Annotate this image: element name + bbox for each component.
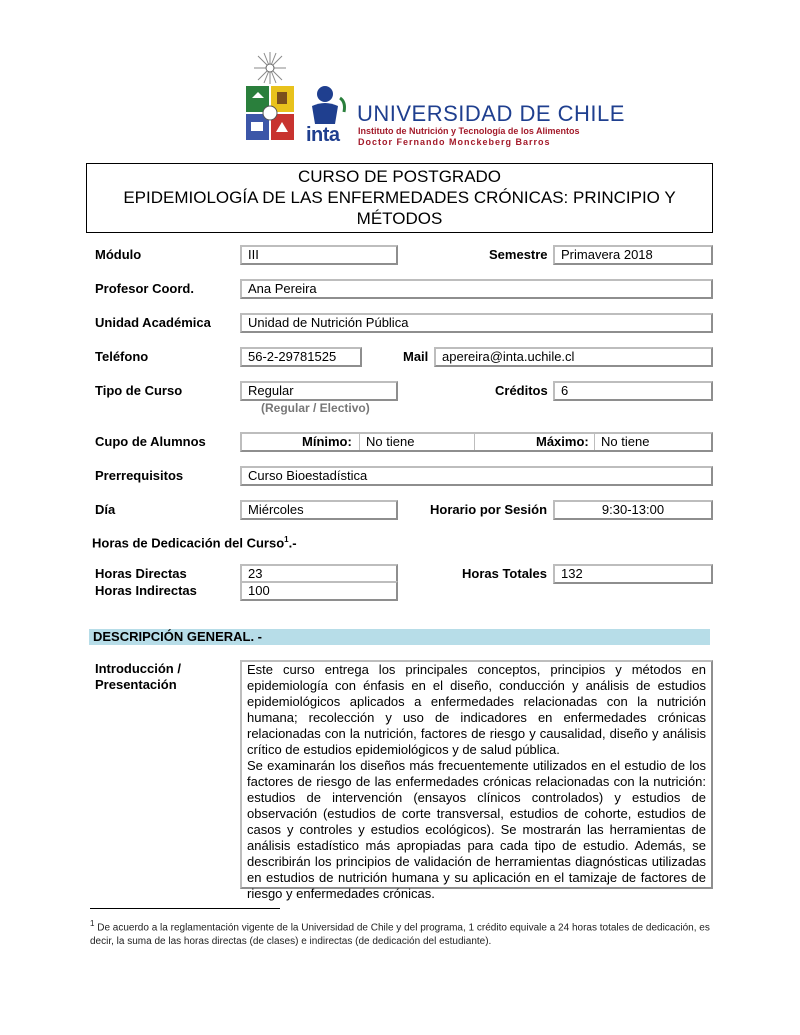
profesor-label: Profesor Coord. xyxy=(95,281,194,296)
footnote xyxy=(90,917,720,949)
course-title-box xyxy=(86,163,713,233)
tipo-curso-hint: (Regular / Electivo) xyxy=(261,401,370,415)
minimo-label: Mínimo: xyxy=(302,434,352,449)
cupo-label: Cupo de Alumnos xyxy=(95,434,206,449)
prerrequisitos-field[interactable]: Curso Bioestadística xyxy=(240,466,713,486)
dia-label: Día xyxy=(95,502,116,517)
dedicacion-suffix: .- xyxy=(288,535,297,551)
footnote-separator xyxy=(90,908,280,909)
cupo-field-group xyxy=(240,432,713,452)
horas-totales-field[interactable]: 132 xyxy=(553,564,713,584)
descripcion-general-heading: DESCRIPCIÓN GENERAL. - xyxy=(89,629,710,645)
creditos-label: Créditos xyxy=(495,383,548,398)
profesor-field[interactable]: Ana Pereira xyxy=(240,279,713,299)
horario-label: Horario por Sesión xyxy=(430,502,548,517)
introduccion-label-line2: Presentación xyxy=(95,677,177,692)
maximo-field[interactable]: No tiene xyxy=(601,434,650,449)
telefono-label: Teléfono xyxy=(95,349,149,364)
maximo-label: Máximo: xyxy=(536,434,589,449)
university-seal-logo xyxy=(244,48,296,150)
modulo-field[interactable]: III xyxy=(240,245,398,265)
dedicacion-heading xyxy=(92,535,297,550)
horas-directas-field[interactable]: 23 xyxy=(240,564,398,584)
semestre-field[interactable]: Primavera 2018 xyxy=(553,245,713,265)
introduccion-paragraph-1: Este curso entrega los principales conceptos, principios y métodos en epidemiología con énfasis en el diseño, conducción y análisis de estudios epidemiológicos aplicados a enfermedades relacionadas con la nutrición humana; recolección y uso de indicadores en enfermedades crónicas relacionadas con la nutrición, factores de riesgo y causalidad, diseño y análisis crítico de estudios epidemiológicos y de salud pública. xyxy=(247,662,706,757)
horas-indirectas-field[interactable]: 100 xyxy=(240,581,398,601)
footnote-mark: 1 xyxy=(90,919,95,928)
mail-label: Mail xyxy=(403,349,429,364)
prerrequisitos-label: Prerrequisitos xyxy=(95,468,184,483)
dedicacion-label: Horas de Dedicación del Curso xyxy=(92,535,285,551)
tipo-curso-label: Tipo de Curso xyxy=(95,383,183,398)
university-name: UNIVERSIDAD DE CHILE xyxy=(357,101,625,126)
introduccion-label xyxy=(95,661,181,693)
institute-name: Instituto de Nutrición y Tecnología de los Alimentos xyxy=(358,126,580,136)
telefono-field[interactable]: 56-2-29781525 xyxy=(240,347,362,367)
semestre-label: Semestre xyxy=(489,247,548,262)
unidad-label: Unidad Académica xyxy=(95,315,211,330)
horario-field[interactable]: 9:30-13:00 xyxy=(553,500,713,520)
horas-directas-label: Horas Directas xyxy=(95,566,187,581)
institute-founder: Doctor Fernando Monckeberg Barros xyxy=(358,137,551,147)
course-type-title: CURSO DE POSTGRADO xyxy=(297,167,502,186)
course-name-title: EPIDEMIOLOGÍA DE LAS ENFERMEDADES CRÓNICAS: PRINCIPIO Y MÉTODOS xyxy=(123,188,676,228)
modulo-label: Módulo xyxy=(95,247,142,262)
introduccion-label-line1: Introducción / xyxy=(95,661,181,676)
dia-field[interactable]: Miércoles xyxy=(240,500,398,520)
inta-logo-text: inta xyxy=(306,124,340,146)
horas-totales-label: Horas Totales xyxy=(462,566,548,581)
mail-field[interactable]: apereira@inta.uchile.cl xyxy=(434,347,713,367)
tipo-curso-field[interactable]: Regular xyxy=(240,381,398,401)
introduccion-textarea[interactable] xyxy=(240,660,713,901)
unidad-field[interactable]: Unidad de Nutrición Pública xyxy=(240,313,713,333)
creditos-field[interactable]: 6 xyxy=(553,381,713,401)
horas-indirectas-label: Horas Indirectas xyxy=(95,583,197,598)
minimo-field[interactable]: No tiene xyxy=(360,434,475,450)
footnote-text: De acuerdo a la reglamentación vigente de la Universidad de Chile y del programa, 1 crédito equivale a 24 horas totales de dedicación, es decir, la suma de las horas directas (de clases) e indirectas (de dedicación del estudiante). xyxy=(90,922,710,948)
footnote-ref[interactable]: 1 xyxy=(284,535,289,544)
introduccion-paragraph-2: Se examinarán los diseños más frecuentemente utilizados en el estudio de los factores de riesgo de las enfermedades crónicas relacionadas con la nutrición: estudios de intervención (ensayos clínicos controlados) y estudios de observación (estudios de corte transversal, estudios de cohorte, estudios de casos y controles y estudios ecológicos). Se mostrarán las herramientas de análisis estadístico más apropiadas para cada tipo de estudio. Además, se describirán los principios de validación de herramientas diagnósticas utilizadas en estudios de nutrición humana y su aplicación en el tamizaje de factores de riesgo y enfermedades crónicas. xyxy=(247,758,706,901)
